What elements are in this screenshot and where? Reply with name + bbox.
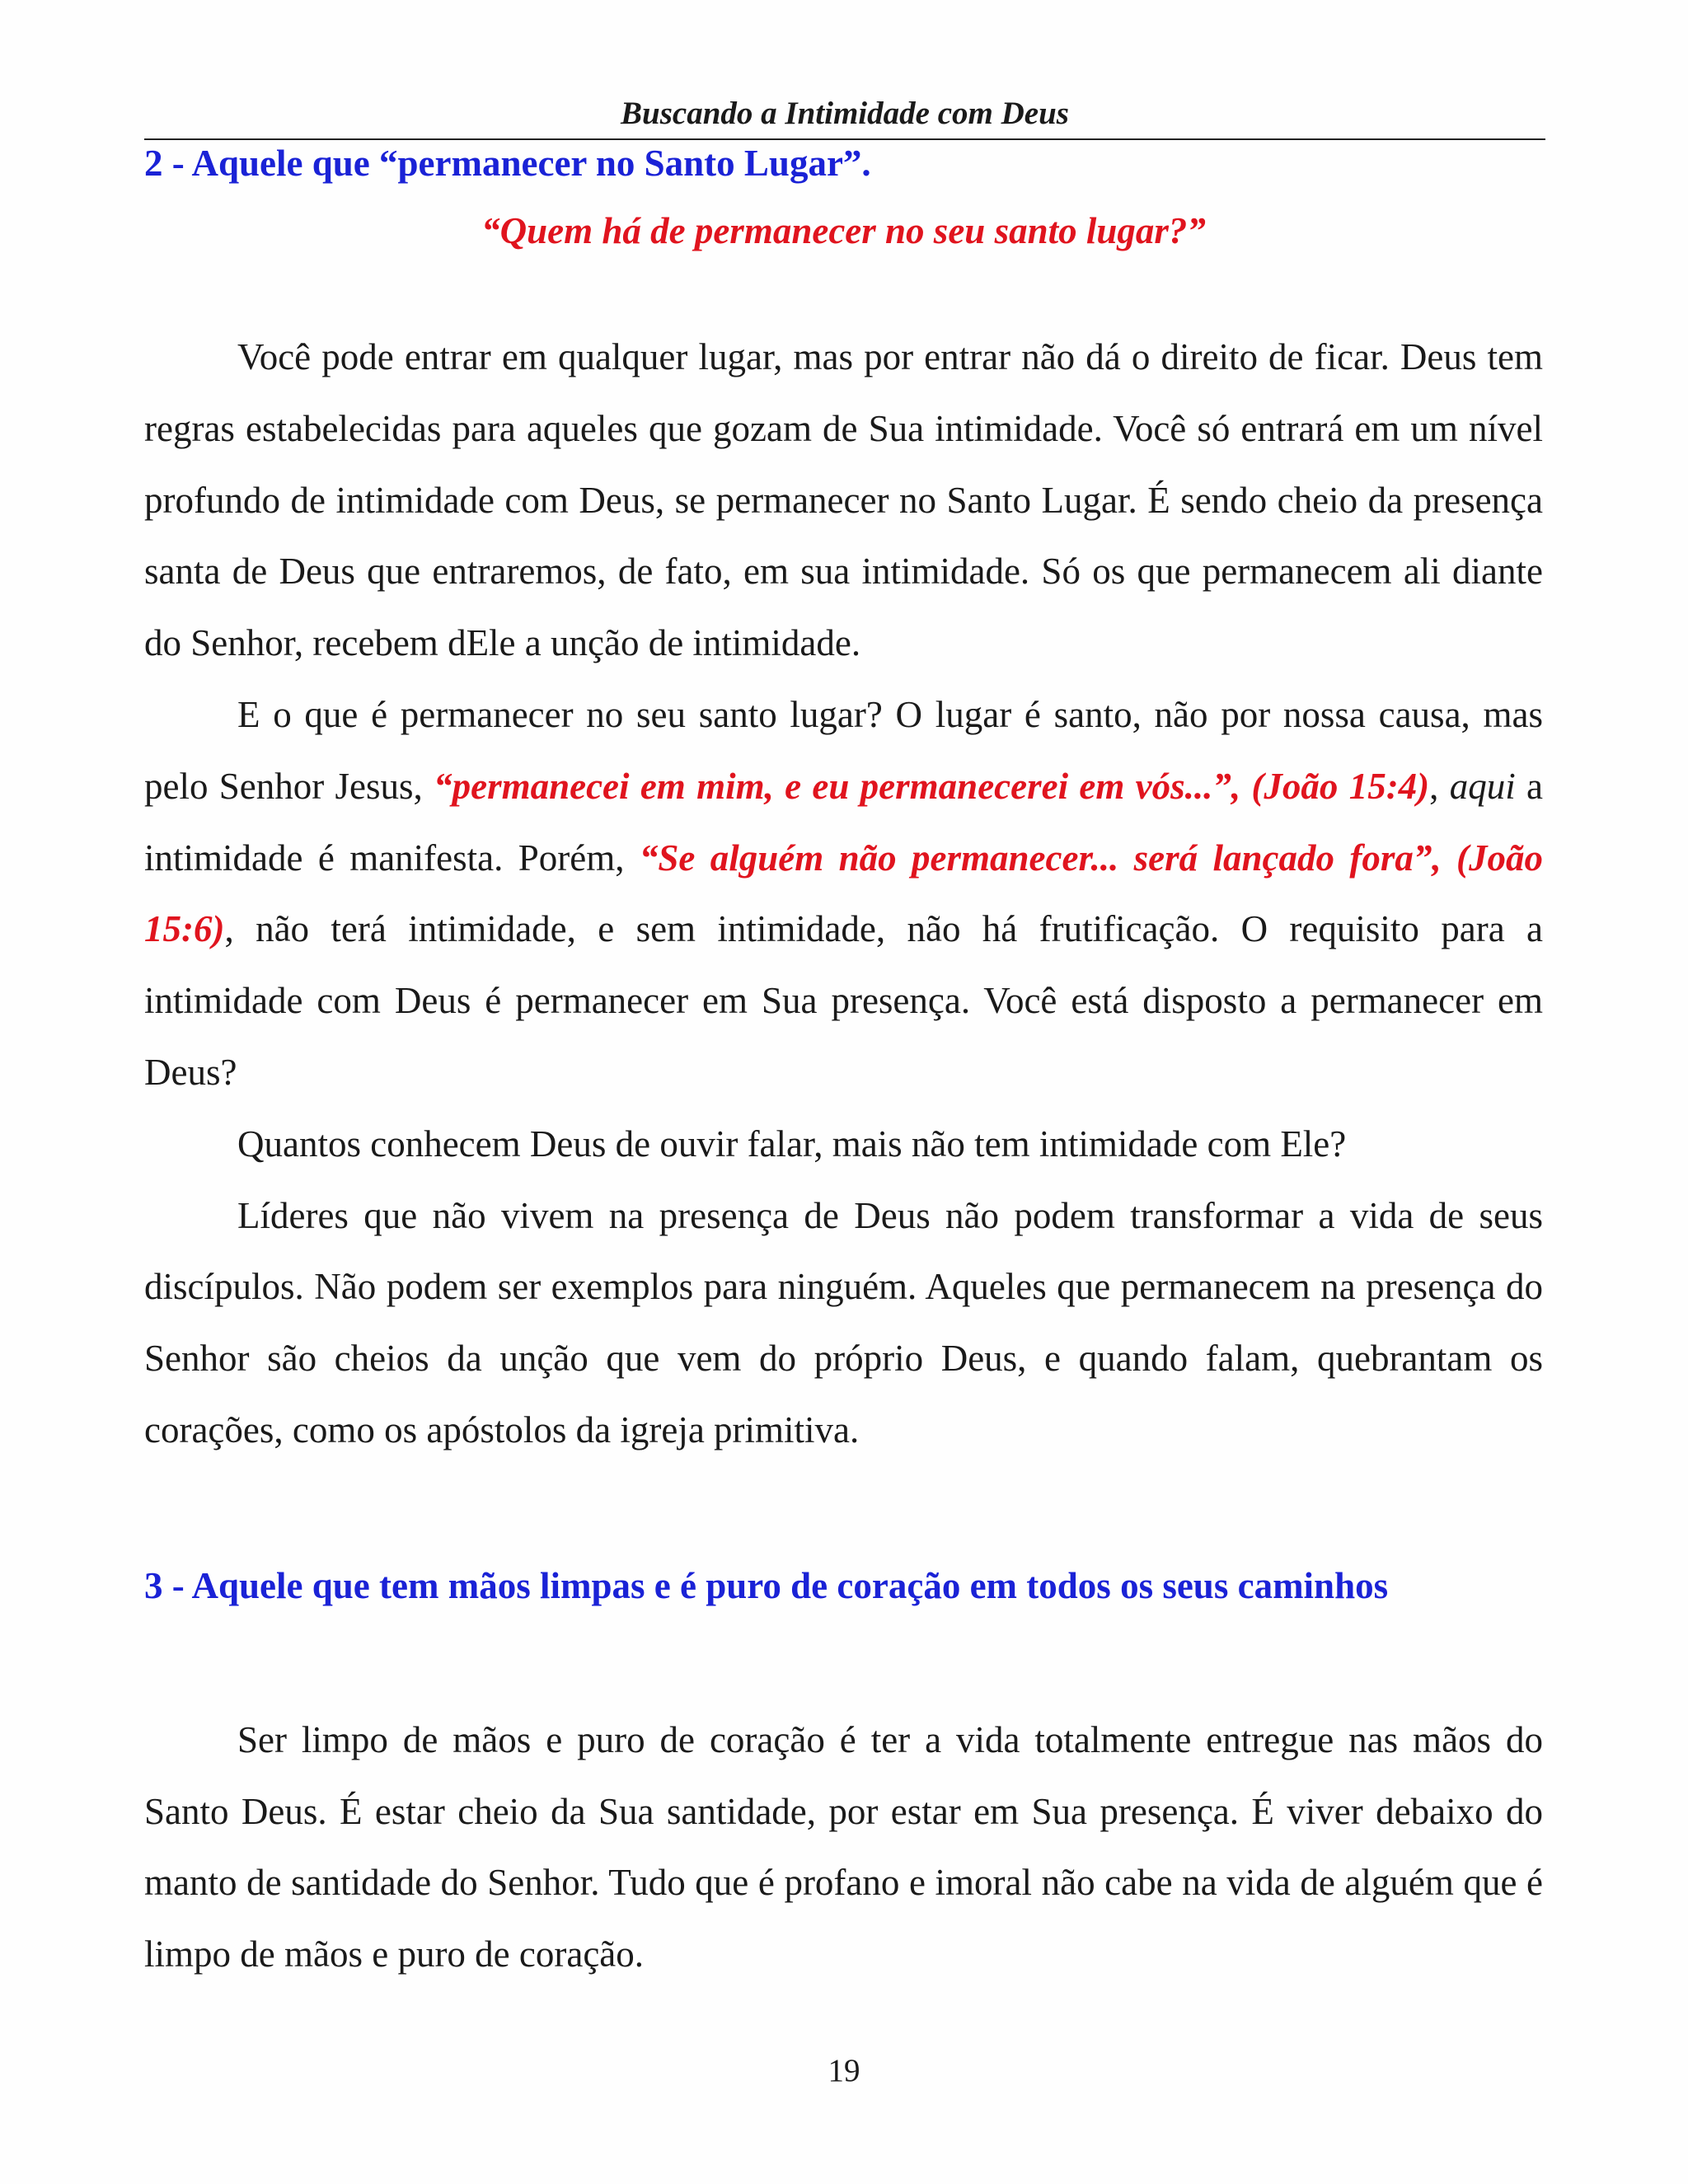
page-number: 19 bbox=[828, 2053, 860, 2088]
paragraph-2 bbox=[144, 679, 1543, 1108]
section-2-verse: “Quem há de permanecer no seu santo lugar?” bbox=[481, 210, 1206, 251]
paragraph-2-text-3: a intimidade é manifesta. Porém, bbox=[144, 765, 1543, 879]
section-3-heading: 3 - Aquele que tem mãos limpas e é puro de coração em todos os seus caminhos bbox=[144, 1564, 1389, 1606]
paragraph-2-text-4: , não terá intimidade, e sem intimidade, não há frutificação. O requisito para a intimidade com Deus é permanecer em Sua presença. Você está disposto a permanecer em Deus? bbox=[144, 908, 1543, 1093]
page-content bbox=[144, 138, 1543, 1990]
section-2-heading: 2 - Aquele que “permanecer no Santo Lugar”. bbox=[144, 143, 871, 184]
paragraph-2-text-2: , bbox=[1429, 765, 1450, 807]
scripture-quote-john-15-4: “permanecei em mim, e eu permanecerei em vós...”, (João 15:4) bbox=[434, 765, 1430, 807]
paragraph-4: Líderes que não vivem na presença de Deus não podem transformar a vida de seus discípulos. Não podem ser exemplos para ninguém. Aqueles que permanecem na presença do Senhor são cheios da unção que vem do próprio Deus, e quando falam, quebrantam os corações, como os apóstolos da igreja primitiva. bbox=[144, 1194, 1543, 1451]
paragraph-1: Você pode entrar em qualquer lugar, mas por entrar não dá o direito de ficar. Deus tem regras estabelecidas para aqueles que gozam de Sua intimidade. Você só entrará em um nível profundo de intimidade com Deus, se permanecer no Santo Lugar. É sendo cheio da presença santa de Deus que entraremos, de fato, em sua intimidade. Só os que permanecem ali diante do Senhor, recebem dEle a unção de intimidade. bbox=[144, 336, 1543, 664]
scripture-quote-john-15-6: “Se alguém não permanecer... será lançado fora”, (João 15:6) bbox=[144, 837, 1544, 950]
paragraph-2-text-1: E o que é permanecer no seu santo lugar? O lugar é santo, não por nossa causa, mas pelo Senhor Jesus, bbox=[144, 693, 1543, 807]
paragraph-2-aqui: aqui bbox=[1449, 765, 1516, 807]
paragraph-3: Quantos conhecem Deus de ouvir falar, mais não tem intimidade com Ele? bbox=[237, 1122, 1347, 1165]
paragraph-5: Ser limpo de mãos e puro de coração é ter a vida totalmente entregue nas mãos do Santo Deus. É estar cheio da Sua santidade, por estar em Sua presença. É viver debaixo do manto de santidade do Senhor. Tudo que é profano e imoral não cabe na vida de alguém que é limpo de mãos e puro de coração. bbox=[144, 1718, 1543, 1975]
page-header: Buscando a Intimidade com Deus bbox=[144, 89, 1545, 140]
